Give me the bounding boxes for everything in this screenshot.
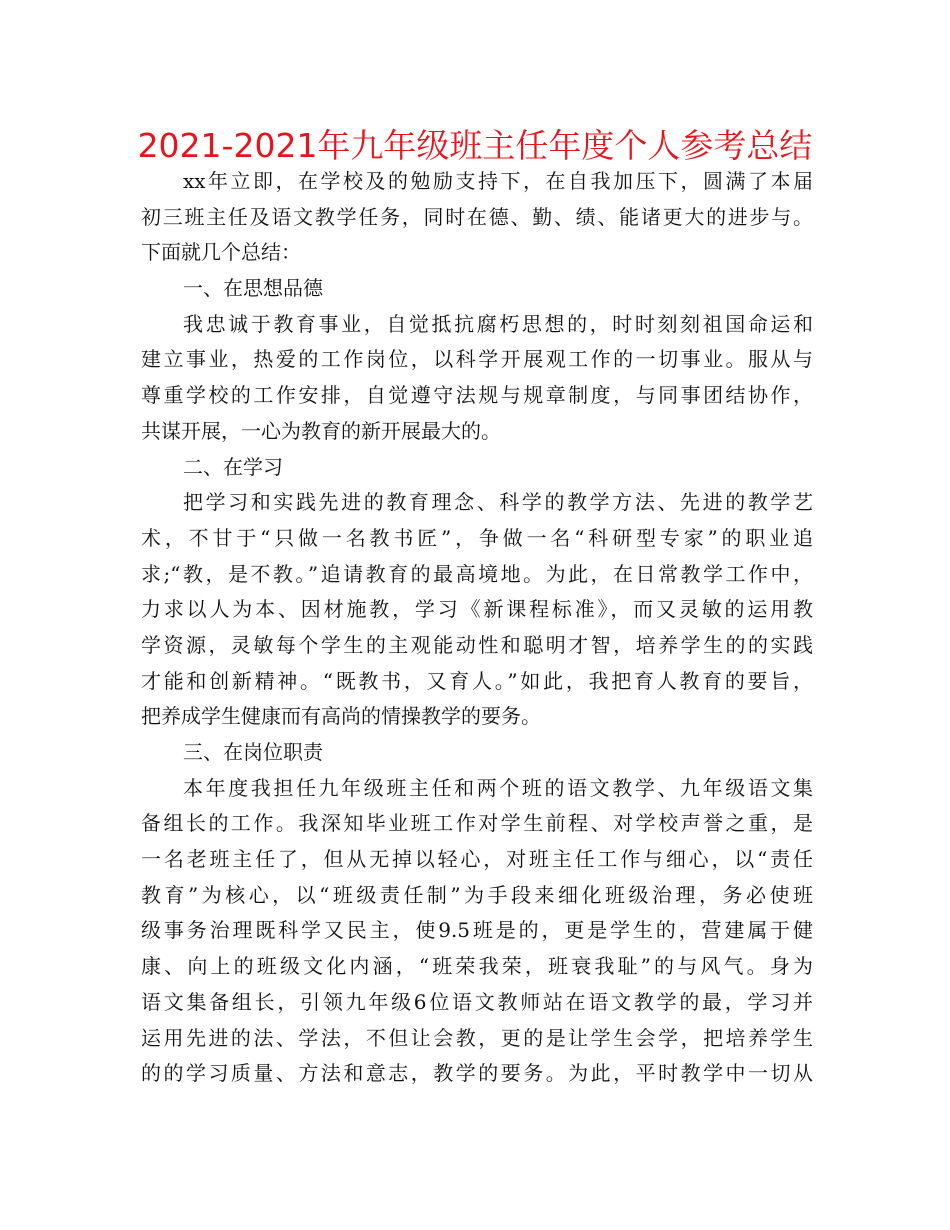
body-line: 力求以人为本、因材施教，学习《新课程标准》，而又灵敏的运用教 <box>141 597 813 622</box>
body-line: 一、在思想品德 <box>183 276 323 301</box>
body-line: 求;“教，是不教。”追请教育的最高境地。为此，在日常教学工作中， <box>141 561 813 586</box>
body-line: 术，不甘于“只做一名教书匠”，争做一名“科研型专家”的职业追 <box>141 525 813 550</box>
document-body <box>141 164 813 1092</box>
document-title: 2021-2021年九年级班主任年度个人参考总结 <box>137 126 813 165</box>
body-line: 本年度我担任九年级班主任和两个班的语文教学、九年级语文集 <box>183 775 813 800</box>
body-line: 一名老班主任了，但从无掉以轻心，对班主任工作与细心，以“责任 <box>141 847 813 872</box>
body-line: 学资源，灵敏每个学生的主观能动性和聪明才智，培养学生的的实践 <box>141 632 813 657</box>
body-line: 的的学习质量、方法和意志，教学的要务。为此，平时教学中一切从 <box>141 1061 813 1086</box>
body-line: 初三班主任及语文教学任务，同时在德、勤、绩、能诸更大的进步与。 <box>141 204 813 229</box>
body-line: 语文集备组长，引领九年级6位语文教师站在语文教学的最，学习并 <box>141 989 813 1014</box>
body-line: 康、向上的班级文化内涵，“班荣我荣，班衰我耻”的与风气。身为 <box>141 954 813 979</box>
body-line: 尊重学校的工作安排，自觉遵守法规与规章制度，与同事团结协作， <box>141 383 813 408</box>
body-line: 级事务治理既科学又民主，使9.5班是的，更是学生的，营建属于健 <box>141 918 813 943</box>
body-line: 备组长的工作。我深知毕业班工作对学生前程、对学校声誉之重，是 <box>141 811 813 836</box>
body-line: 共谋开展，一心为教育的新开展最大的。 <box>141 418 501 443</box>
body-line: 下面就几个总结： <box>141 240 301 265</box>
body-line: xx年立即，在学校及的勉励支持下，在自我加压下，圆满了本届 <box>183 169 813 193</box>
body-line: 二、在学习 <box>183 454 283 479</box>
body-line: 我忠诚于教育事业，自觉抵抗腐朽思想的，时时刻刻祖国命运和 <box>183 311 813 336</box>
body-line: 三、在岗位职责 <box>183 740 323 764</box>
body-line: 建立事业，热爱的工作岗位，以科学开展观工作的一切事业。服从与 <box>141 347 813 372</box>
body-line: 把养成学生健康而有高尚的情操教学的要务。 <box>141 704 541 729</box>
body-line: 才能和创新精神。“既教书，又育人。”如此，我把育人教育的要旨， <box>141 668 813 693</box>
body-line: 教育”为核心，以“班级责任制”为手段来细化班级治理，务必使班 <box>141 882 813 907</box>
body-line: 把学习和实践先进的教育理念、科学的教学方法、先进的教学艺 <box>183 490 813 515</box>
body-line: 运用先进的法、学法，不但让会教，更的是让学生会学，把培养学生 <box>141 1025 813 1050</box>
